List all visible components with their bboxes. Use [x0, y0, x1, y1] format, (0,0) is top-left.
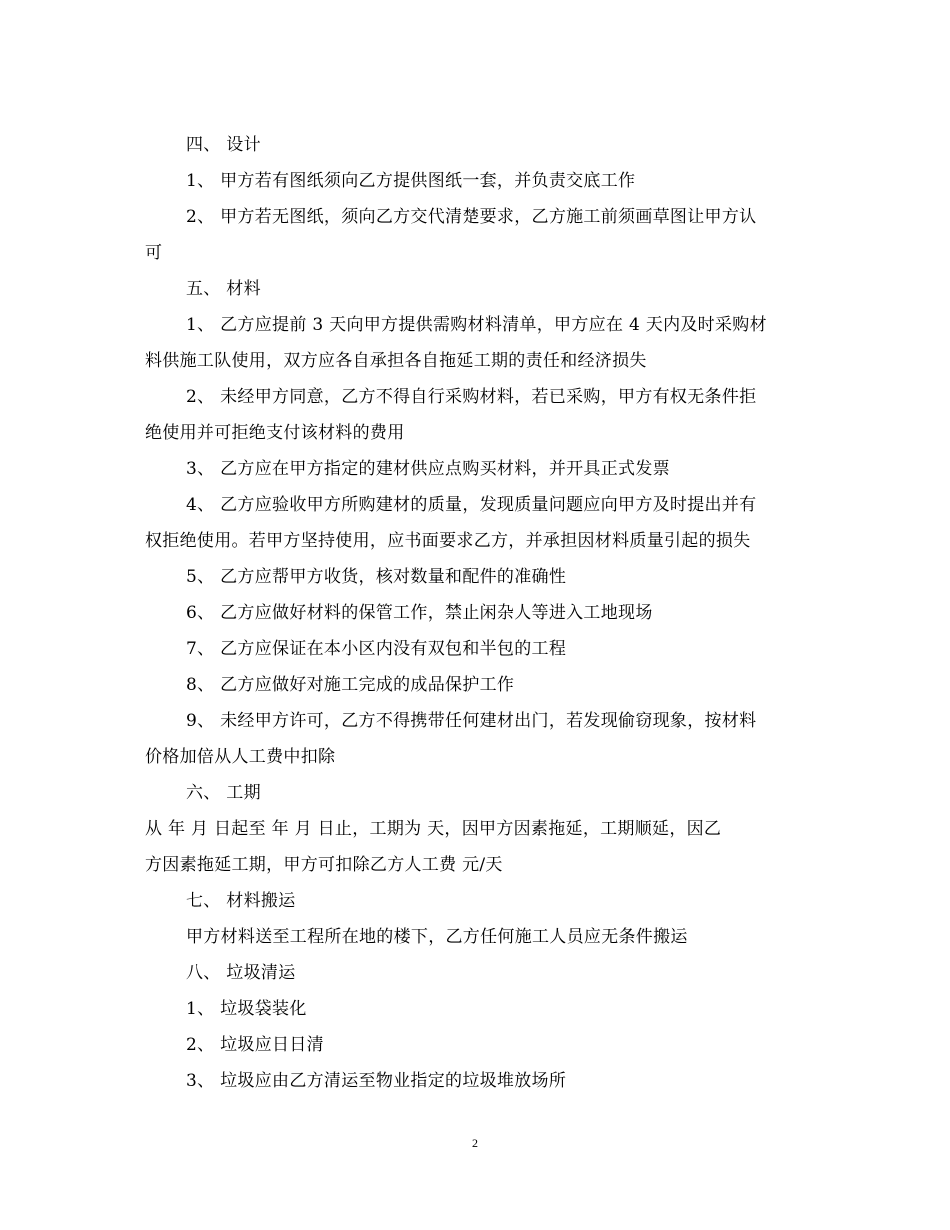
page-number: 2	[472, 1136, 478, 1150]
paragraph-line: 2、 甲方若无图纸，须向乙方交代清楚要求，乙方施工前须画草图让甲方认	[186, 207, 757, 227]
paragraph-line: 6、 乙方应做好材料的保管工作，禁止闲杂人等进入工地现场	[186, 603, 653, 623]
paragraph-line: 方因素拖延工期，甲方可扣除乙方人工费 元/天	[145, 855, 503, 875]
section-heading-schedule: 六、 工期	[186, 783, 261, 803]
paragraph-line: 1、 甲方若有图纸须向乙方提供图纸一套，并负责交底工作	[186, 171, 636, 191]
paragraph-line: 价格加倍从人工费中扣除	[145, 747, 336, 767]
section-heading-materials: 五、 材料	[186, 279, 261, 299]
paragraph-line: 7、 乙方应保证在本小区内没有双包和半包的工程	[186, 639, 567, 659]
paragraph-line: 甲方材料送至工程所在地的楼下，乙方任何施工人员应无条件搬运	[186, 927, 688, 947]
section-heading-waste-removal: 八、 垃圾清运	[186, 963, 296, 983]
paragraph-line: 5、 乙方应帮甲方收货，核对数量和配件的准确性	[186, 567, 567, 587]
paragraph-line: 4、 乙方应验收甲方所购建材的质量，发现质量问题应向甲方及时提出并有	[186, 495, 757, 515]
document-body	[145, 127, 805, 1099]
paragraph-line: 绝使用并可拒绝支付该材料的费用	[145, 423, 405, 443]
section-heading-material-handling: 七、 材料搬运	[186, 891, 296, 911]
paragraph-line: 料供施工队使用，双方应各自承担各自拖延工期的责任和经济损失	[145, 351, 647, 371]
paragraph-line: 3、 乙方应在甲方指定的建材供应点购买材料，并开具正式发票	[186, 459, 670, 479]
paragraph-line: 2、 未经甲方同意，乙方不得自行采购材料，若已采购，甲方有权无条件拒	[186, 387, 757, 407]
paragraph-line: 8、 乙方应做好对施工完成的成品保护工作	[186, 675, 515, 695]
paragraph-line: 1、 乙方应提前 3 天向甲方提供需购材料清单，甲方应在 4 天内及时采购材	[186, 315, 767, 335]
paragraph-line: 2、 垃圾应日日清	[186, 1035, 324, 1055]
paragraph-line: 可	[145, 243, 163, 263]
paragraph-line: 从 年 月 日起至 年 月 日止，工期为 天，因甲方因素拖延，工期顺延，因乙	[145, 819, 722, 839]
paragraph-line: 9、 未经甲方许可，乙方不得携带任何建材出门，若发现偷窃现象，按材料	[186, 711, 757, 731]
paragraph-line: 权拒绝使用。若甲方坚持使用，应书面要求乙方，并承担因材料质量引起的损失	[145, 531, 751, 551]
paragraph-line: 1、 垃圾袋装化	[186, 999, 307, 1019]
paragraph-line: 3、 垃圾应由乙方清运至物业指定的垃圾堆放场所	[186, 1071, 567, 1091]
section-heading-design: 四、 设计	[186, 135, 261, 155]
